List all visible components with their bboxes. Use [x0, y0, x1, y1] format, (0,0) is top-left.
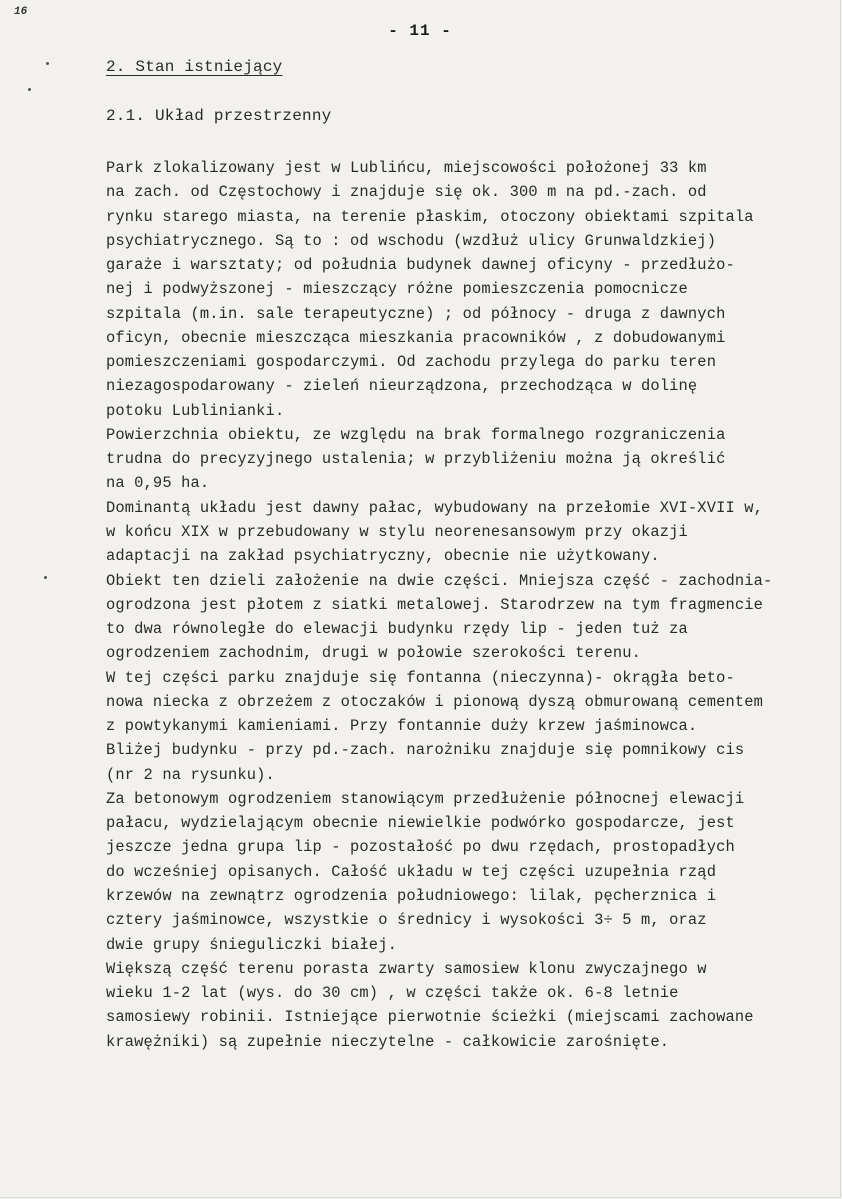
- text-line: oficyn, obecnie mieszcząca mieszkania pracowników , z dobudowanymi: [106, 328, 726, 347]
- text-line: potoku Lublinianki.: [106, 401, 285, 420]
- text-line: szpitala (m.in. sale terapeutyczne) ; od północy - druga z dawnych: [106, 304, 726, 323]
- text-line: krzewów na zewnątrz ogrodzenia południowego: lilak, pęcherznica i: [106, 886, 717, 905]
- text-line: na zach. od Częstochowy i znajduje się ok. 300 m na pd.-zach. od: [106, 183, 707, 202]
- text-line: Obiekt ten dzieli założenie na dwie części. Mniejsza część - zachodnia-: [106, 571, 773, 590]
- margin-dot: [28, 88, 31, 91]
- text-line: rynku starego miasta, na terenie płaskim, otoczony obiektami szpitala: [106, 207, 754, 226]
- text-line: wieku 1-2 lat (wys. do 30 cm) , w części także ok. 6-8 letnie: [106, 984, 679, 1003]
- text-line: W tej części parku znajduje się fontanna (nieczynna)- okrągła beto-: [106, 668, 735, 687]
- text-line: Park zlokalizowany jest w Lublińcu, miejscowości położonej 33 km: [106, 159, 707, 177]
- text-line: niezagospodarowany - zieleń nieurządzona, przechodząca w dolinę: [106, 377, 698, 396]
- text-line: do wcześniej opisanych. Całość układu w tej części uzupełnia rząd: [106, 862, 717, 881]
- text-line: (nr 2 na rysunku).: [106, 765, 275, 784]
- text-line: dwie grupy śnieguliczki białej.: [106, 935, 397, 954]
- text-line: z powtykanymi kamieniami. Przy fontannie duży krzew jaśminowca.: [106, 717, 698, 736]
- text-line: samosiewy robinii. Istniejące pierwotnie ścieżki (miejscami zachowane: [106, 1008, 754, 1027]
- text-line: Za betonowym ogrodzeniem stanowiącym przedłużenie północnej elewacji: [106, 789, 745, 808]
- page-number: - 11 -: [388, 22, 452, 40]
- text-line: nej i podwyższonej - mieszczący różne pomieszczenia pomocnicze: [106, 280, 688, 299]
- margin-dot: [46, 62, 49, 65]
- subsection-heading: 2.1. Układ przestrzenny: [106, 107, 332, 125]
- text-line: jeszcze jedna grupa lip - pozostałość po dwu rzędach, prostopadłych: [106, 838, 735, 857]
- text-line: Większą część terenu porasta zwarty samosiew klonu zwyczajnego w: [106, 959, 707, 978]
- text-line: na 0,95 ha.: [106, 474, 210, 493]
- text-line: ogrodzeniem zachodnim, drugi w połowie szerokości terenu.: [106, 644, 641, 663]
- text-line: Powierzchnia obiektu, ze względu na brak formalnego rozgraniczenia: [106, 425, 726, 444]
- corner-mark: 16: [14, 6, 28, 18]
- margin-dot: [44, 576, 47, 579]
- text-line: Dominantą układu jest dawny pałac, wybudowany na przełomie XVI-XVII w,: [106, 498, 764, 517]
- text-line: pałacu, wydzielającym obecnie niewielkie podwórko gospodarcze, jest: [106, 814, 735, 833]
- text-line: krawężniki) są zupełnie nieczytelne - całkowicie zarośnięte.: [106, 1032, 670, 1051]
- text-line: Bliżej budynku - przy pd.-zach. narożniku znajduje się pomnikowy cis: [106, 741, 745, 760]
- text-line: garaże i warsztaty; od południa budynek dawnej oficyny - przedłużo-: [106, 256, 735, 275]
- text-line: to dwa równoległe do elewacji budynku rzędy lip - jeden tuż za: [106, 620, 688, 639]
- section-heading: 2. Stan istniejący: [106, 58, 283, 76]
- text-line: nowa niecka z obrzeżem z otoczaków i pionową dyszą obmurowaną cementem: [106, 692, 764, 711]
- text-line: adaptacji na zakład psychiatryczny, obecnie nie użytkowany.: [106, 547, 660, 566]
- body-text: [106, 156, 822, 1054]
- text-line: trudna do precyzyjnego ustalenia; w przybliżeniu można ją określić: [106, 450, 726, 469]
- text-line: pomieszczeniami gospodarczymi. Od zachodu przylega do parku teren: [106, 353, 717, 372]
- text-line: cztery jaśminowce, wszystkie o średnicy i wysokości 3÷ 5 m, oraz: [106, 911, 707, 930]
- text-line: ogrodzona jest płotem z siatki metalowej. Starodrzew na tym fragmencie: [106, 595, 764, 614]
- text-line: w końcu XIX w przebudowany w stylu neorenesansowym przy okazji: [106, 522, 688, 541]
- text-line: psychiatrycznego. Są to : od wschodu (wzdłuż ulicy Grunwaldzkiej): [106, 231, 717, 250]
